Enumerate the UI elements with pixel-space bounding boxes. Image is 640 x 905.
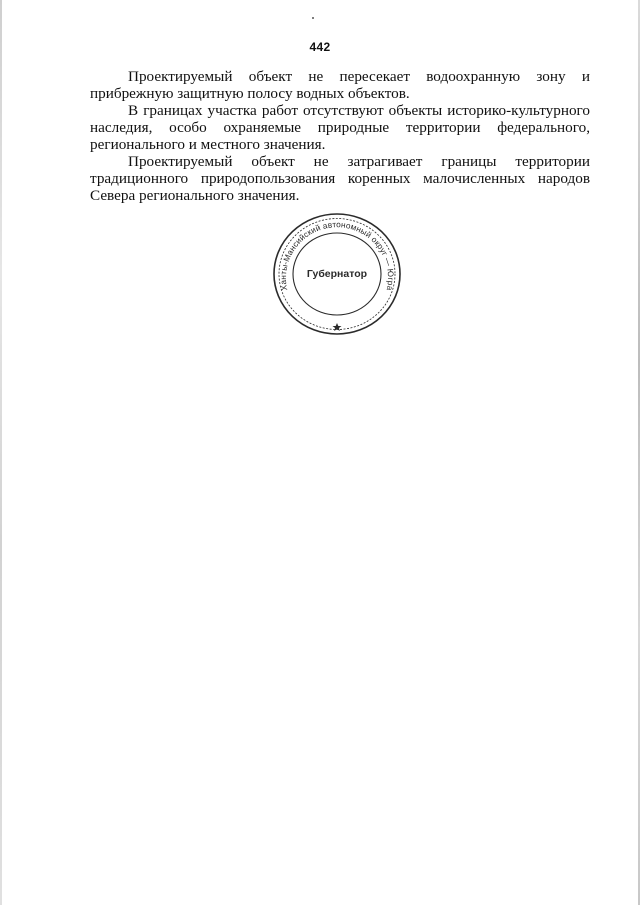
- paragraph-water-protection: Проектируемый объект не пересекает водоохранную зону и прибрежную защитную полосу водных объектов.: [90, 68, 590, 102]
- document-body: [90, 68, 590, 204]
- paragraph-cultural-heritage: В границах участка работ отсутствуют объекты историко-культурного наследия, особо охраняемые природные территории федерального, регионального и местного значения.: [90, 102, 590, 153]
- paragraph-traditional-land-use: Проектируемый объект не затрагивает границы территории традиционного природопользования коренных малочисленных народов Севера регионального значения.: [90, 153, 590, 204]
- page-number: 442: [309, 40, 331, 54]
- seal-outer-text: Ханты-Мансийский автономный округ — Югра: [278, 220, 396, 292]
- seal-graphic: [272, 212, 402, 337]
- scan-edge-left: [0, 0, 2, 905]
- seal-center-text: Губернатор: [306, 268, 368, 280]
- scan-speck: [312, 17, 314, 19]
- governor-seal: [272, 212, 402, 337]
